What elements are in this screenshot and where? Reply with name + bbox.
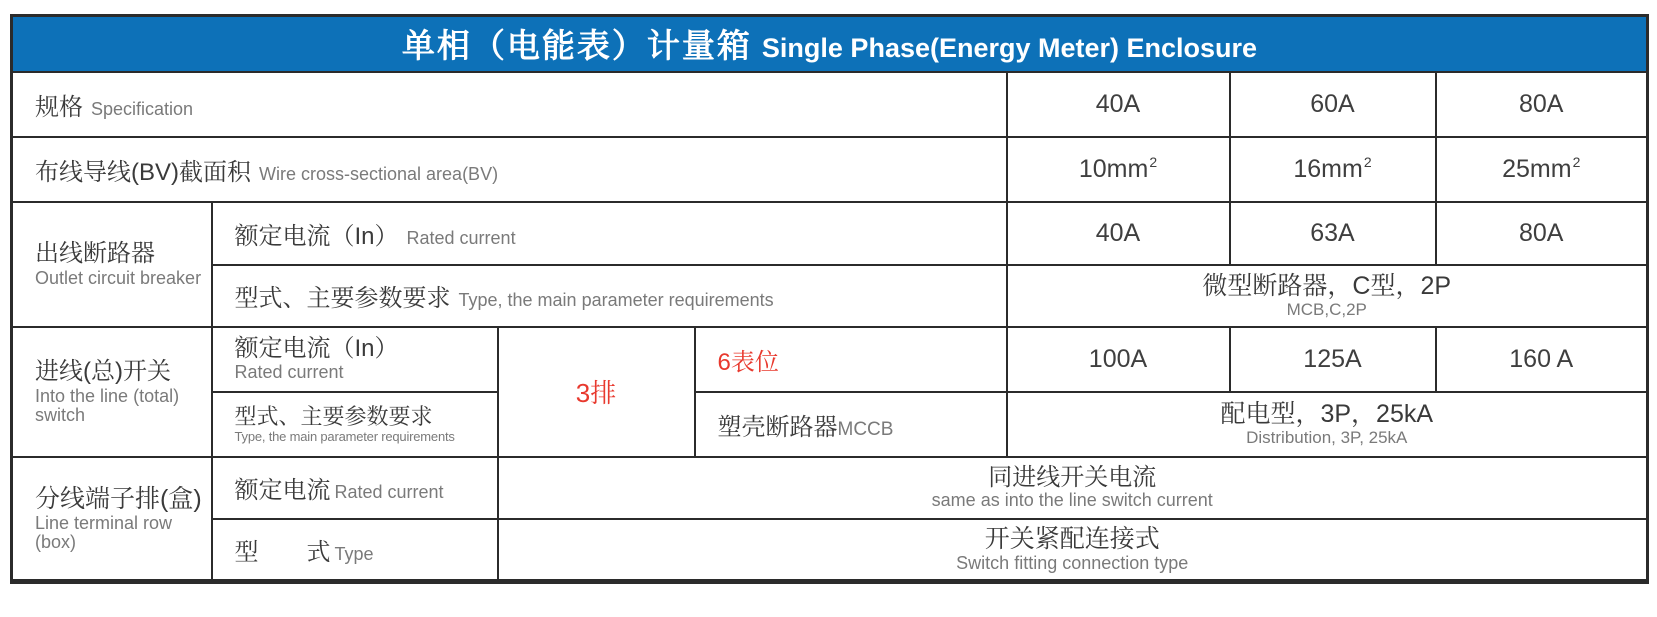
inlet-type-zh: 型式、主要参数要求 xyxy=(234,404,433,430)
terminal-row-en: Line terminal row (box) xyxy=(35,513,173,553)
inlet-switch-section-label xyxy=(12,327,212,457)
terminal-rated-zh: 额定电流 xyxy=(234,477,331,504)
outlet-type-value-zh: 微型断路器，C型，2P xyxy=(1202,271,1452,300)
inlet-rated-160a: 160 A xyxy=(1436,327,1648,392)
wire-label-cell xyxy=(12,137,1007,202)
inlet-positions-note: 6表位 xyxy=(717,348,779,376)
terminal-rated-value-zh: 同进线开关电流 xyxy=(988,463,1157,491)
terminal-rated-label-cell xyxy=(212,457,498,519)
row-terminal-type xyxy=(12,519,1648,582)
inlet-rows-note-cell xyxy=(498,327,695,457)
wire-value-sup: 2 xyxy=(1572,153,1581,170)
outlet-type-value-en: MCB,C,2P xyxy=(1286,299,1367,319)
wire-value-25mm2 xyxy=(1436,137,1648,202)
outlet-breaker-section-label xyxy=(12,202,212,327)
terminal-row-zh: 分线端子排(盒) xyxy=(35,485,202,514)
wire-value-sup: 2 xyxy=(1363,153,1372,170)
wire-value-base: 16mm xyxy=(1293,154,1363,183)
outlet-breaker-en: Outlet circuit breaker xyxy=(35,267,202,288)
row-wire-area xyxy=(12,137,1648,202)
inlet-type-en: Type, the main parameter requirements xyxy=(234,428,455,444)
inlet-type-value-en: Distribution, 3P, 25kA xyxy=(1246,428,1408,448)
spec-label-zh: 规格 xyxy=(35,93,83,121)
inlet-rated-100a: 100A xyxy=(1007,327,1230,392)
inlet-rows-note: 3排 xyxy=(575,378,617,408)
outlet-breaker-zh: 出线断路器 xyxy=(35,240,155,268)
outlet-rated-63a: 63A xyxy=(1230,202,1436,265)
outlet-rated-label-cell xyxy=(212,202,1007,265)
terminal-type-en: Type xyxy=(334,543,374,564)
terminal-type-zh: 型 式 xyxy=(234,538,331,566)
spec-value-80a: 80A xyxy=(1436,72,1648,137)
terminal-row-section-label xyxy=(12,457,212,582)
row-specification xyxy=(12,72,1648,137)
row-terminal-rated xyxy=(12,457,1648,519)
outlet-type-label-cell xyxy=(212,265,1007,327)
inlet-type-value-zh: 配电型，3P，25kA xyxy=(1220,400,1434,429)
title-cell xyxy=(12,16,1648,72)
row-outlet-rated xyxy=(12,202,1648,265)
wire-value-base: 10mm xyxy=(1078,154,1149,183)
terminal-type-value-cell xyxy=(498,519,1648,582)
inlet-rated-zh: 额定电流（In） xyxy=(234,335,399,363)
terminal-rated-value-cell xyxy=(498,457,1648,519)
wire-value-sup: 2 xyxy=(1149,153,1158,170)
inlet-rated-label-cell xyxy=(212,327,498,392)
wire-value-16mm2 xyxy=(1230,137,1436,202)
terminal-rated-en: Rated current xyxy=(334,482,444,502)
spec-label-cell xyxy=(12,72,1007,137)
terminal-type-value-en: Switch fitting connection type xyxy=(956,552,1189,573)
title-bar xyxy=(12,16,1648,72)
inlet-switch-zh: 进线(总)开关 xyxy=(35,358,171,386)
outlet-type-en: Type, the main parameter requirements xyxy=(458,290,774,310)
wire-label-en: Wire cross-sectional area(BV) xyxy=(259,163,499,184)
terminal-type-label-cell xyxy=(212,519,498,582)
outlet-type-value-cell xyxy=(1007,265,1648,327)
wire-value-10mm2 xyxy=(1007,137,1230,202)
row-inlet-rated xyxy=(12,327,1648,392)
terminal-type-value-zh: 开关紧配连接式 xyxy=(984,524,1160,553)
title-en: Single Phase(Energy Meter) Enclosure xyxy=(761,33,1258,64)
inlet-type-label-cell xyxy=(212,392,498,457)
inlet-rated-en: Rated current xyxy=(234,361,344,382)
title-zh: 单相（电能表）计量箱 xyxy=(401,27,752,65)
inlet-switch-en: Into the line (total) switch xyxy=(35,386,180,425)
inlet-mccb-en: MCCB xyxy=(837,418,894,440)
spec-table xyxy=(10,14,1649,584)
outlet-type-zh: 型式、主要参数要求 xyxy=(234,285,451,312)
inlet-rated-125a: 125A xyxy=(1230,327,1436,392)
terminal-rated-value-en: same as into the line switch current xyxy=(931,490,1213,511)
inlet-type-value-cell xyxy=(1007,392,1648,457)
spec-value-40a: 40A xyxy=(1007,72,1230,137)
row-outlet-type xyxy=(12,265,1648,327)
outlet-rated-zh: 额定电流（In） xyxy=(234,222,399,250)
row-inlet-type xyxy=(12,392,1648,457)
outlet-rated-en: Rated current xyxy=(406,227,516,248)
spec-label-en: Specification xyxy=(91,98,194,119)
inlet-positions-note-cell xyxy=(695,327,1007,392)
outlet-rated-80a: 80A xyxy=(1436,202,1648,265)
wire-value-base: 25mm xyxy=(1502,154,1572,183)
outlet-rated-40a: 40A xyxy=(1007,202,1230,265)
wire-label-zh: 布线导线(BV)截面积 xyxy=(35,158,251,186)
inlet-mccb-cell xyxy=(695,392,1007,457)
spec-value-60a: 60A xyxy=(1230,72,1436,137)
inlet-mccb-zh: 塑壳断路器 xyxy=(717,413,838,441)
